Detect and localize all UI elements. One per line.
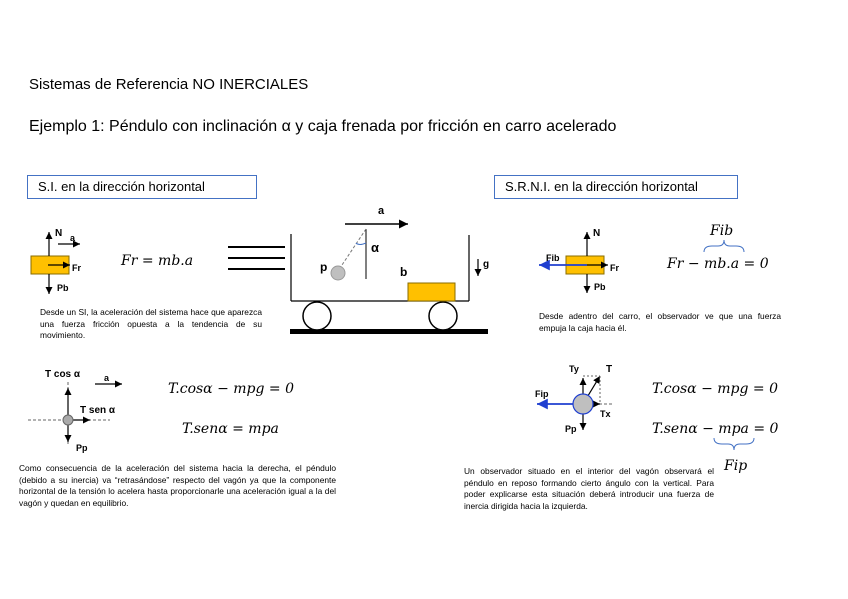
cart-alpha-label: α (371, 240, 379, 255)
right-fib-brace-label: Fib (710, 223, 734, 239)
right-t-label: T (606, 364, 613, 375)
cart-p-label: p (320, 260, 328, 274)
right-note-1: Desde adentro del carro, el observador ve que una fuerza empuja la caja hacia él. (539, 311, 781, 333)
right-n-label: N (593, 228, 601, 239)
right-fr-label: Fr (610, 263, 619, 273)
left-tsen-label: T sen α (80, 405, 116, 416)
left-a-label: a (70, 233, 76, 243)
right-fib-label: Fib (546, 253, 560, 263)
right-pb-label: Pb (594, 282, 606, 292)
fib-brace (704, 240, 744, 252)
cart-diagram (290, 224, 488, 334)
left-pp-label: Pp (76, 443, 88, 453)
left-equation-1: T.cosα − mpg = 0 (168, 381, 295, 397)
right-fip-brace-label: Fip (724, 458, 748, 474)
left-equation-2: T.senα = mpa (182, 421, 279, 437)
right-tx-label: Tx (600, 409, 611, 419)
right-pp-label: Pp (565, 424, 577, 434)
left-n-label: N (55, 228, 63, 239)
right-equation-2: T.senα − mpa = 0 (652, 421, 779, 437)
right-section-heading: S.R.N.I. en la dirección horizontal (494, 175, 738, 199)
right-friction-equation: Fr − mb.a = 0 (667, 256, 769, 272)
left-pb-label: Pb (57, 283, 69, 293)
right-pendulum-diagram (537, 376, 613, 430)
cart-g-label: g (483, 259, 490, 270)
left-note-2: Como consecuencia de la aceleración del sistema hacia la derecha, el péndulo (debido a su inercia) va “retrasándose” respecto del vagón ya que la componente horizontal de la tensión lo acelera hasta proporcionarle una aceleración igual a la del vagón y quedan en equilibrio. (19, 463, 336, 508)
left-section-heading: S.I. en la dirección horizontal (27, 175, 257, 199)
left-tcos-label: T cos α (45, 369, 81, 380)
example-title: Ejemplo 1: Péndulo con inclinación α y caja frenada por fricción en carro acelerado (29, 118, 617, 135)
right-note-2: Un observador situado en el interior del vagón observará el péndulo en reposo formando cierto ángulo con la vertical. Para poder explicarse esta situación deberá introducir una fuerza de inercia dirigida hacia la izquierda. (464, 466, 714, 511)
page-title: Sistemas de Referencia NO INERCIALES (29, 76, 309, 93)
right-equation-1: T.cosα − mpg = 0 (652, 381, 779, 397)
left-note-1: Desde un SI, la aceleración del sistema hace que aparezca una fuerza fricción opuesta a la tendencia de su movimiento. (40, 307, 262, 340)
right-ty-label: Ty (569, 364, 579, 374)
left-fr-label: Fr (72, 263, 81, 273)
left-pend-a-label: a (104, 373, 110, 383)
left-friction-equation: Fr = mb.a (121, 253, 194, 269)
fip-brace (714, 438, 754, 450)
right-fip-label: Fip (535, 389, 549, 399)
cart-b-label: b (400, 265, 408, 279)
equivalence-symbol (228, 247, 285, 269)
cart-a-label: a (378, 205, 385, 217)
